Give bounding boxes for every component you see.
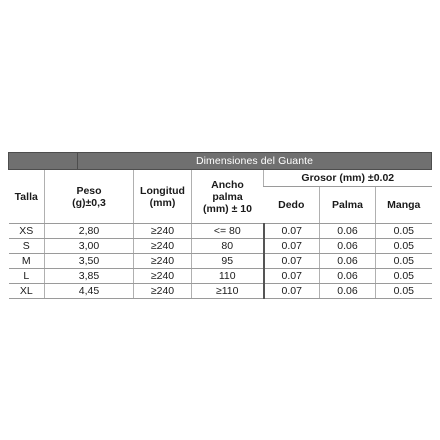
cell-talla: XL — [9, 284, 45, 299]
cell-longitud: ≥240 — [134, 284, 192, 299]
cell-longitud: ≥240 — [134, 239, 192, 254]
title-row — [9, 153, 432, 170]
cell-dedo: 0.07 — [264, 224, 320, 239]
cell-talla: S — [9, 239, 45, 254]
cell-talla: L — [9, 269, 45, 284]
cell-longitud: ≥240 — [134, 254, 192, 269]
cell-longitud: ≥240 — [134, 224, 192, 239]
cell-manga: 0.05 — [376, 284, 432, 299]
header-ancho-palma — [192, 170, 264, 224]
table-row — [9, 269, 432, 284]
cell-peso: 2,80 — [45, 224, 134, 239]
cell-manga: 0.05 — [376, 269, 432, 284]
cell-palma: 0.06 — [320, 284, 376, 299]
cell-ancho: <= 80 — [192, 224, 264, 239]
header-row-1 — [9, 170, 432, 187]
cell-palma: 0.06 — [320, 224, 376, 239]
cell-dedo: 0.07 — [264, 284, 320, 299]
glove-dimensions-table — [8, 152, 432, 299]
cell-ancho: 110 — [192, 269, 264, 284]
header-longitud-label: Longitud (mm) — [140, 184, 185, 209]
cell-dedo: 0.07 — [264, 239, 320, 254]
table-title: Dimensiones del Guante — [78, 153, 432, 170]
cell-manga: 0.05 — [376, 239, 432, 254]
header-palma: Palma — [320, 187, 376, 224]
cell-manga: 0.05 — [376, 254, 432, 269]
header-manga: Manga — [376, 187, 432, 224]
cell-palma: 0.06 — [320, 254, 376, 269]
cell-ancho: ≥110 — [192, 284, 264, 299]
title-bar-left — [9, 153, 78, 170]
cell-manga: 0.05 — [376, 224, 432, 239]
header-ancho-palma-label: Ancho palma (mm) ± 10 — [203, 178, 252, 215]
cell-palma: 0.06 — [320, 239, 376, 254]
table-row — [9, 224, 432, 239]
header-dedo: Dedo — [264, 187, 320, 224]
cell-dedo: 0.07 — [264, 269, 320, 284]
cell-peso: 3,50 — [45, 254, 134, 269]
table-row — [9, 239, 432, 254]
cell-talla: XS — [9, 224, 45, 239]
table-row — [9, 284, 432, 299]
header-talla: Talla — [9, 170, 45, 224]
cell-ancho: 95 — [192, 254, 264, 269]
table-row — [9, 254, 432, 269]
header-longitud — [134, 170, 192, 224]
cell-peso: 3,85 — [45, 269, 134, 284]
cell-peso: 3,00 — [45, 239, 134, 254]
cell-talla: M — [9, 254, 45, 269]
cell-longitud: ≥240 — [134, 269, 192, 284]
cell-peso: 4,45 — [45, 284, 134, 299]
header-grosor: Grosor (mm) ±0.02 — [264, 170, 432, 187]
header-peso — [45, 170, 134, 224]
glove-dimensions-table-container — [8, 152, 431, 299]
cell-palma: 0.06 — [320, 269, 376, 284]
cell-dedo: 0.07 — [264, 254, 320, 269]
header-peso-label: Peso (g)±0,3 — [72, 184, 106, 209]
cell-ancho: 80 — [192, 239, 264, 254]
